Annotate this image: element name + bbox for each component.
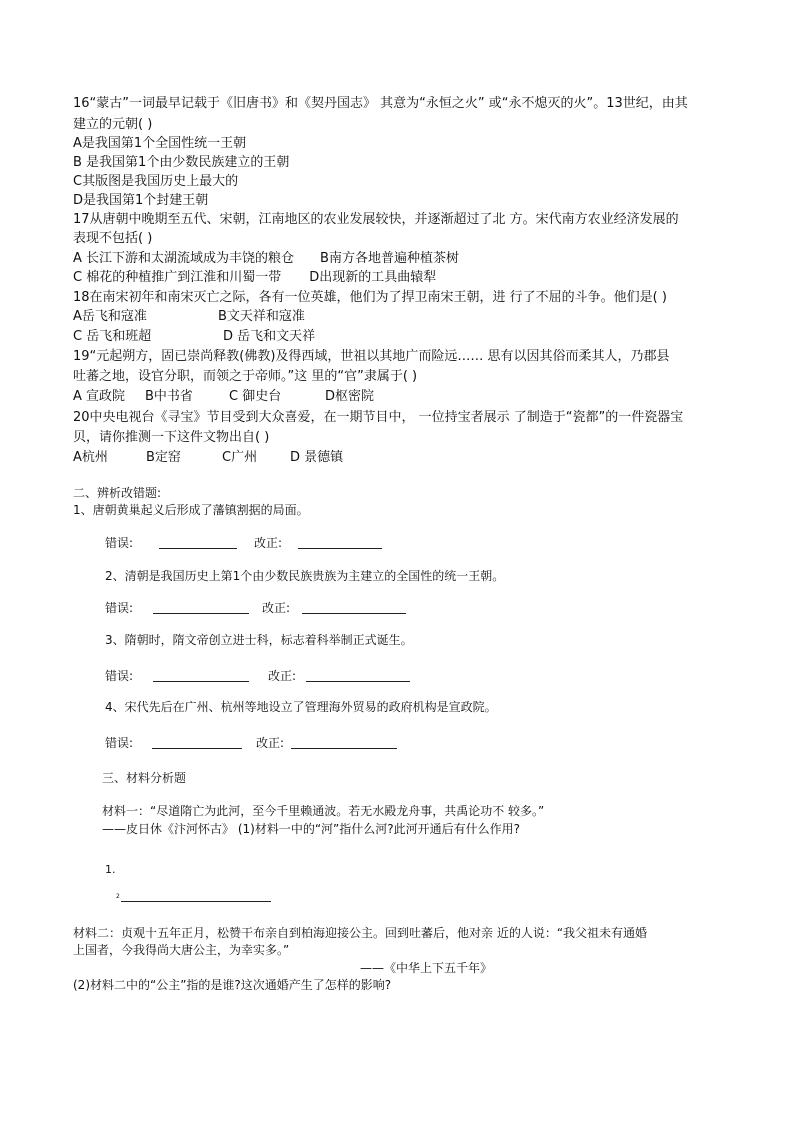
q16-stem-line1: 16“蒙古”一词最早记载于《旧唐书》和《契丹国志》 其意为“永恒之火” 或“永不熄灭的火”。13世纪，由其 [73,96,688,111]
material2-question: (2)材料二中的“公主”指的是谁?这次通婚产生了怎样的影响? [73,978,392,992]
material2-line2: 上国者，今我得尚大唐公主，为幸实多。” [73,943,290,957]
item3-correct-label: 改正: [268,669,297,683]
answer2-blank[interactable] [121,901,271,902]
q19-option-c: C 御史台 [229,389,282,404]
material2-line1: 材料二：贞观十五年正月，松赞干布亲自到柏海迎接公主。回到吐蕃后，他对亲 近的人说：“我父祖未有通婚 [73,926,648,940]
material2-source: ——《中华上下五千年》 [360,961,493,975]
q19-stem-line2: 吐蕃之地，设官分职，而领之于帝师。”这 里的“官”隶属于( ) [73,369,418,384]
q18-option-d: D 岳飞和文天祥 [223,329,316,344]
answer1-number: 1. [105,863,116,876]
item2-correct-label: 改正: [262,601,291,615]
section2-item-1: 1、唐朝黄巢起义后形成了藩镇割据的局面。 [73,503,309,517]
q17-options-row1 [73,251,459,267]
q20-option-a: A杭州 [73,450,108,465]
section2-item-4: 4、宋代先后在广州、杭州等地设立了管理海外贸易的政府机构是宣政院。 [105,700,497,714]
q19-stem-line1: 19“元起朔方，固已崇尚释教(佛教)及得西域，世祖以其地广而险远…… 思有以因其俗而柔其人，乃郡县 [73,349,670,364]
q20-option-b: B定窑 [146,450,181,465]
q19-option-a: A 宣政院 [73,389,126,404]
q17-option-b: B南方各地普遍种植茶树 [320,251,459,266]
q19-option-d: D枢密院 [325,389,375,404]
q18-options-row2 [73,329,315,345]
item4-correct-label: 改正: [256,736,285,750]
q16-stem-line2: 建立的元朝( ) [73,117,153,132]
q18-option-b: B文天祥和寇准 [218,309,305,324]
q17-option-a: A 长江下游和太湖流域成为丰饶的粮仓 [73,251,295,266]
q20-option-c: C广州 [222,450,258,465]
q20-stem-line2: 贝，请你推测一下这件文物出自( ) [73,430,270,445]
item4-error-label: 错误: [105,736,134,750]
section2-item-3: 3、隋朝时，隋文帝创立进士科，标志着科举制正式诞生。 [105,633,413,647]
item3-correct-blank[interactable] [306,681,410,682]
q19-options [73,389,374,405]
q20-stem-line1: 20中央电视台《寻宝》节目受到大众喜爱，在一期节目中， 一位持宝者展示 了制造于“瓷都”的一件瓷器宝 [73,410,684,425]
q18-stem: 18在南宋初年和南宋灭亡之际，各有一位英雄，他们为了捍卫南宋王朝，进 行了不屈的斗争。他们是( ) [73,290,667,305]
section2-item-2: 2、清朝是我国历史上第1个由少数民族贵族为主建立的全国性的统一王朝。 [105,569,505,583]
q17-option-c: C 棉花的种植推广到江淮和川蜀一带 [73,270,282,285]
q16-option-b: B 是我国第1个由少数民族建立的王朝 [73,155,290,170]
q17-stem-line1: 17从唐朝中晚期至五代、宋朝，江南地区的农业发展较快，并逐渐超过了北 方。宋代南方农业经济发展的 [73,212,679,227]
q16-option-c: C其版图是我国历史上最大的 [73,174,239,189]
item3-error-blank[interactable] [153,681,249,682]
answer2-number: 2 [116,893,120,900]
q17-options-row2 [73,270,436,286]
item3-error-label: 错误: [105,669,134,683]
q16-option-d: D是我国第1个封建王朝 [73,193,209,208]
q20-options [73,450,343,466]
item2-error-label: 错误: [105,601,134,615]
q16-option-a: A是我国第1个全国性统一王朝 [73,136,247,151]
item2-correct-blank[interactable] [302,613,406,614]
q17-stem-line2: 表现不包括( ) [73,231,153,246]
q18-options-row1 [73,309,305,325]
item1-correct-label: 改正: [254,536,283,550]
q18-option-c: C 岳飞和班超 [73,329,152,344]
q18-option-a: A岳飞和寇准 [73,309,147,324]
material1-line2: ——皮日休《汴河怀古》 (1)材料一中的“河”指什么河?此河开通后有什么作用? [102,822,520,836]
item1-error-label: 错误: [105,536,134,550]
item2-error-blank[interactable] [153,613,249,614]
section3-title: 三、材料分析题 [102,771,187,785]
item4-correct-blank[interactable] [291,748,397,749]
material1-line1: 材料一：“尽道隋亡为此河，至今千里赖通波。若无水殿龙舟事，共禹论功不 较多。” [102,804,545,818]
item4-error-blank[interactable] [152,748,242,749]
q19-option-b: B中书省 [145,389,193,404]
item1-error-blank[interactable] [159,548,237,549]
q17-option-d: D出现新的工具曲辕犁 [309,270,437,285]
q20-option-d: D 景德镇 [290,450,344,465]
item1-correct-blank[interactable] [298,548,382,549]
section2-title: 二、辨析改错题: [73,486,162,500]
